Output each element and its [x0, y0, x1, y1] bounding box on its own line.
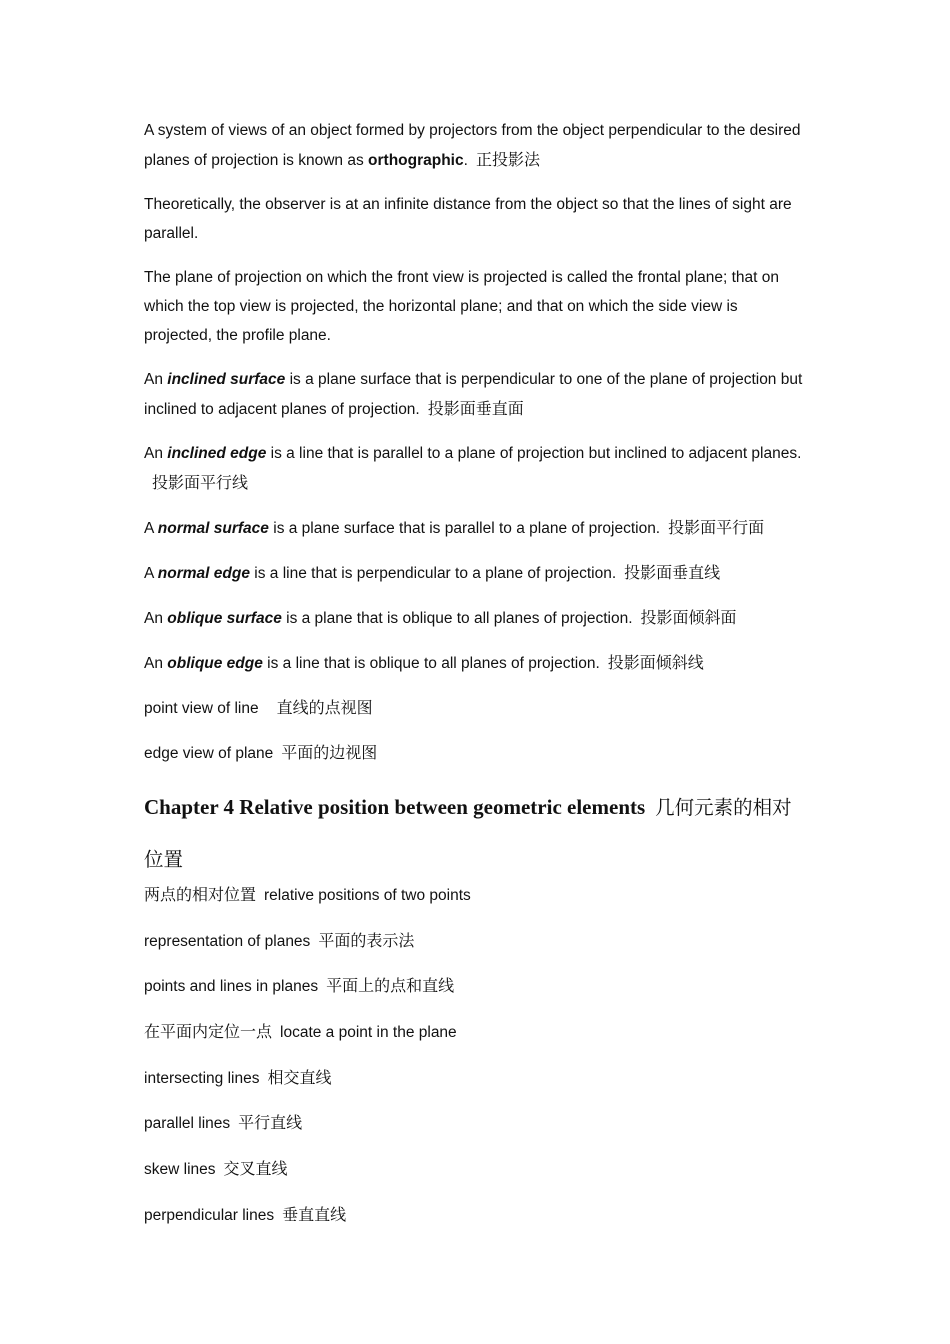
english-term: locate a point in the plane	[280, 1024, 457, 1042]
paragraph-oblique-edge	[144, 648, 809, 678]
english-term: perpendicular lines	[144, 1206, 275, 1224]
english-term: point view of line	[144, 700, 259, 717]
chinese-translation: 投影面平行面	[668, 518, 765, 537]
term-oblique-edge: oblique edge	[167, 655, 263, 672]
paragraph-planes	[144, 263, 809, 350]
english-term: relative positions of two points	[264, 887, 471, 904]
list-item	[144, 1063, 809, 1093]
chinese-term: 在平面内定位一点	[144, 1022, 273, 1042]
list-item	[144, 1200, 809, 1230]
english-term: representation of planes	[144, 932, 311, 950]
article-text: A	[144, 520, 158, 537]
article-text: An	[144, 371, 168, 388]
chinese-translation: 投影面平行线	[152, 473, 249, 492]
list-item	[144, 1017, 809, 1047]
english-term: parallel lines	[144, 1115, 231, 1133]
article-text: An	[144, 610, 168, 627]
term-inclined-edge: inclined edge	[167, 445, 267, 462]
chinese-translation: 直线的点视图	[276, 698, 373, 717]
paragraph-text: A system of views of an object formed by projectors from the object perpendicular to the desired planes of projection is known as	[144, 122, 801, 169]
chinese-term: 两点的相对位置	[144, 885, 257, 904]
paragraph-point-view	[144, 693, 809, 723]
paragraph-text: is a line that is parallel to a plane of projection but inclined to adjacent planes.	[266, 445, 802, 462]
chinese-translation: 正投影法	[475, 150, 540, 169]
paragraph-inclined-surface	[144, 365, 809, 424]
paragraph-text: is a line that is oblique to all planes of projection.	[262, 655, 600, 672]
chinese-translation: 投影面垂直线	[624, 563, 721, 582]
chinese-translation: 投影面倾斜面	[640, 608, 737, 627]
paragraph-text: The plane of projection on which the front view is projected is called the frontal plane; that on which the top view is projected, the horizontal plane; and that on which the side view is projected, the profile plane.	[144, 269, 780, 344]
english-term: edge view of plane	[144, 745, 274, 762]
paragraph-normal-surface	[144, 513, 809, 543]
punctuation: .	[463, 152, 468, 169]
list-item	[144, 880, 809, 910]
paragraph-observer	[144, 190, 809, 248]
paragraph-text: is a plane surface that is parallel to a plane of projection.	[268, 520, 661, 537]
paragraph-text: is a line that is perpendicular to a plane of projection.	[249, 565, 617, 582]
chapter-title-english: Chapter 4 Relative position between geometric elements	[144, 795, 646, 819]
chinese-translation: 平面的边视图	[281, 743, 378, 762]
paragraph-edge-view	[144, 738, 809, 768]
english-term: intersecting lines	[144, 1069, 260, 1087]
paragraph-oblique-surface	[144, 603, 809, 633]
paragraph-text: Theoretically, the observer is at an infinite distance from the object so that the lines of sight are parallel.	[144, 196, 792, 242]
chapter-title-chinese: 几何元素的相对位置	[144, 796, 792, 871]
chinese-term: 平行直线	[238, 1113, 303, 1133]
chinese-translation: 投影面倾斜线	[607, 653, 704, 672]
chinese-term: 相交直线	[267, 1067, 332, 1087]
list-item	[144, 926, 809, 956]
chinese-translation: 投影面垂直面	[427, 399, 524, 418]
paragraph-text: is a plane that is oblique to all planes of projection.	[281, 610, 633, 627]
english-term: points and lines in planes	[144, 978, 319, 996]
term-normal-surface: normal surface	[157, 520, 269, 537]
article-text: A	[144, 565, 158, 582]
paragraph-text: is a plane surface that is perpendicular to one of the plane of projection but inclined to adjacent planes of projection.	[144, 371, 803, 418]
chapter-heading	[144, 781, 809, 886]
paragraph-normal-edge	[144, 558, 809, 588]
article-text: An	[144, 655, 168, 672]
english-term: skew lines	[144, 1161, 216, 1179]
term-oblique-surface: oblique surface	[167, 610, 282, 627]
chinese-term: 交叉直线	[223, 1159, 288, 1179]
paragraph-inclined-edge	[144, 439, 809, 498]
article-text: An	[144, 445, 168, 462]
term-normal-edge: normal edge	[157, 565, 250, 582]
bold-term: orthographic	[368, 152, 464, 169]
chinese-term: 平面的表示法	[318, 930, 415, 950]
chinese-term: 垂直直线	[282, 1204, 347, 1224]
paragraph-orthographic	[144, 116, 809, 175]
term-inclined-surface: inclined surface	[167, 371, 286, 388]
chinese-term: 平面上的点和直线	[326, 976, 455, 996]
document-page	[144, 116, 809, 1246]
list-item	[144, 971, 809, 1001]
list-item	[144, 1154, 809, 1184]
list-item	[144, 1108, 809, 1138]
